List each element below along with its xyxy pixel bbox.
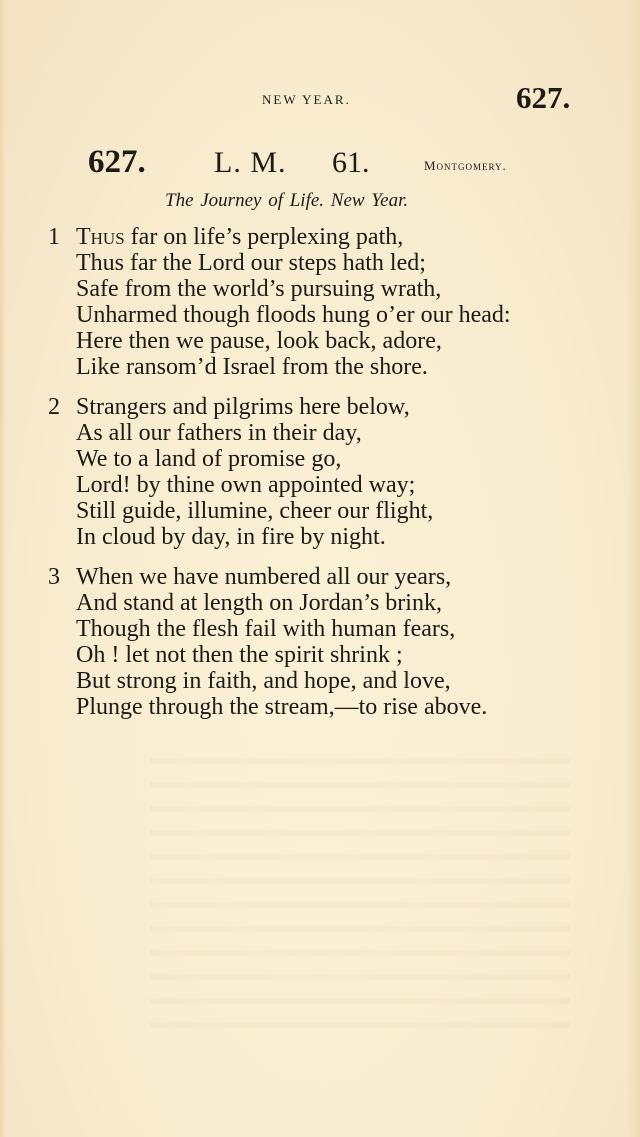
verse-line: We to a land of promise go, [76,446,342,472]
hymn-number: 627. [88,144,146,180]
hymn-heading [88,144,558,184]
hymn-meter: L. M. [214,146,287,179]
first-word-small-caps: Thus [76,224,125,250]
page-edge-right [626,0,640,1137]
verse-line: Plunge through the stream,—to rise above. [76,694,488,720]
verse-line [76,224,403,250]
verse-line: Safe from the world’s pursuing wrath, [76,276,442,302]
stanza-number: 3 [48,564,60,590]
running-head: NEW YEAR. [262,92,351,107]
verse-line: Lord! by thine own appointed way; [76,472,416,498]
first-line-rest: far on life’s perplexing path, [124,224,404,250]
verse-line: In cloud by day, in fire by night. [76,524,386,550]
hymn-title: The Journey of Life. New Year. [165,190,409,211]
stanza-number: 2 [48,394,60,420]
hymn-tune-number: 61. [332,146,370,179]
stanza-number: 1 [48,224,60,250]
verse-line: Like ransom’d Israel from the shore. [76,354,428,380]
verse-line: Unharmed though floods hung o’er our head: [76,302,511,328]
verse-line: And stand at length on Jordan’s brink, [76,590,442,616]
verse-line: Though the flesh fail with human fears, [76,616,456,642]
verse-line: When we have numbered all our years, [76,564,452,590]
verse-line: Still guide, illumine, cheer our flight, [76,498,434,524]
paper-show-through [150,740,570,1040]
verse-line: But strong in faith, and hope, and love, [76,668,451,694]
verse-line: Strangers and pilgrims here below, [76,394,410,420]
verse-line: As all our fathers in their day, [76,420,362,446]
verse-line: Oh ! let not then the spirit shrink ; [76,642,403,668]
hymn-author: Montgomery. [424,158,507,173]
page-edge-left [0,0,6,1137]
verse-line: Thus far the Lord our steps hath led; [76,250,426,276]
verse-line: Here then we pause, look back, adore, [76,328,442,354]
page-number: 627. [516,80,571,115]
